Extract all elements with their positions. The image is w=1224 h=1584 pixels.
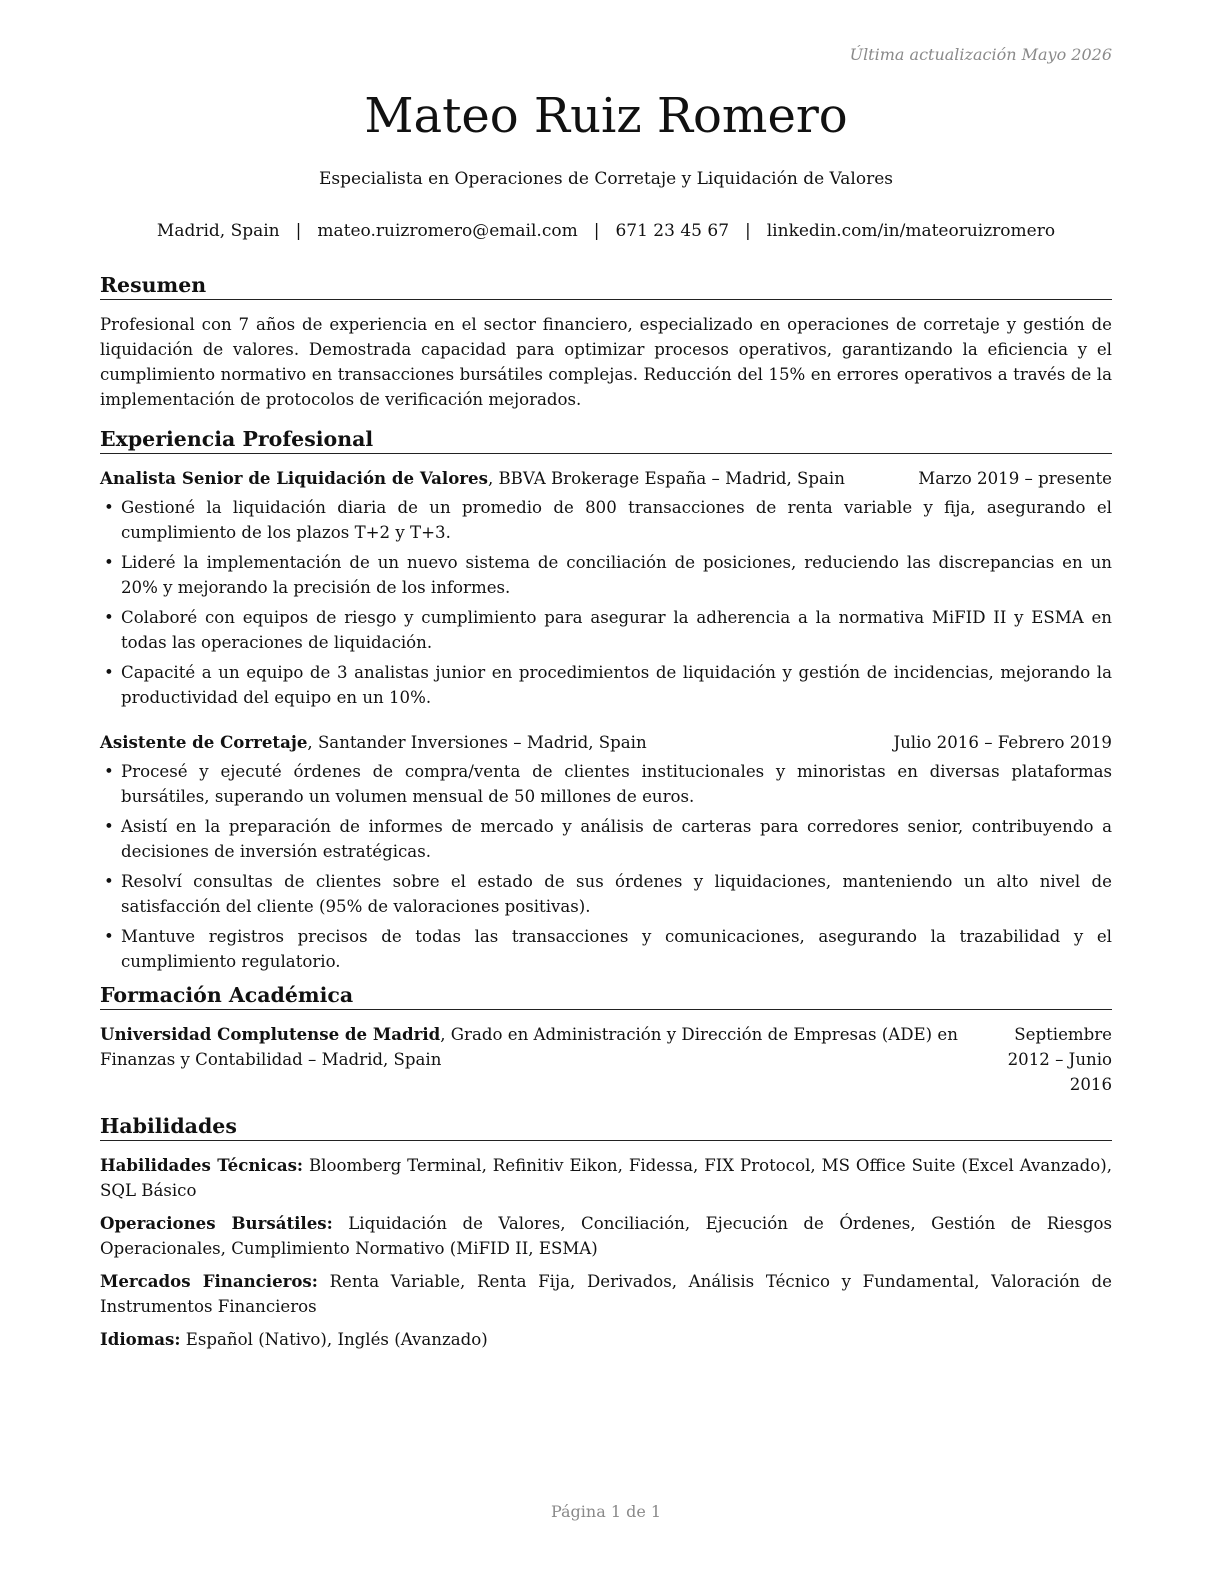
bullet-text: Asistí en la preparación de informes de mercado y análisis de carteras para corredores senior, contribuyendo a decisiones de inversión estratégicas. <box>121 817 1112 861</box>
skill-value: Renta Variable, Renta Fija, Derivados, Análisis Técnico y Fundamental, Valoración de Instrumentos Financieros <box>100 1272 1112 1316</box>
bullet-text: Capacité a un equipo de 3 analistas junior en procedimientos de liquidación y gestión de incidencias, mejorando la productividad del equipo en un 10%. <box>121 663 1112 707</box>
contact-separator: | <box>593 221 600 241</box>
list-item <box>100 495 1112 545</box>
skill-row <box>100 1327 1112 1352</box>
skill-row <box>100 1269 1112 1319</box>
section-title-education: Formación Académica <box>100 982 1112 1010</box>
list-item <box>100 869 1112 919</box>
skill-value: Liquidación de Valores, Conciliación, Ejecución de Órdenes, Gestión de Riesgos Operacionales, Cumplimiento Normativo (MiFID II, ESMA) <box>100 1214 1112 1258</box>
bullet-icon: • <box>104 553 114 572</box>
contact-separator: | <box>295 221 302 241</box>
section-title-experience: Experiencia Profesional <box>100 426 1112 454</box>
resume-page <box>100 0 1112 1584</box>
education-degree: , Grado en Administración y Dirección de Empresas (ADE) en Finanzas y Contabilidad – Madrid, Spain <box>100 1025 958 1069</box>
job-dates: Julio 2016 – Febrero 2019 <box>893 733 1112 752</box>
last-updated: Última actualización Mayo 2026 <box>849 45 1112 64</box>
bullet-text: Resolví consultas de clientes sobre el estado de sus órdenes y liquidaciones, manteniendo un alto nivel de satisfacción del cliente (95% de valoraciones positivas). <box>121 872 1112 916</box>
job-role: Asistente de Corretaje <box>100 732 308 752</box>
job-company: , Santander Inversiones – Madrid, Spain <box>307 733 647 752</box>
contact-line <box>100 219 1112 243</box>
bullet-icon: • <box>104 817 114 836</box>
bullet-text: Mantuve registros precisos de todas las transacciones y comunicaciones, asegurando la trazabilidad y el cumplimiento regulatorio. <box>121 927 1112 971</box>
job-company: , BBVA Brokerage España – Madrid, Spain <box>487 469 845 488</box>
education-institution: Universidad Complutense de Madrid <box>100 1024 441 1044</box>
skill-label: Habilidades Técnicas: <box>100 1155 304 1175</box>
contact-location: Madrid, Spain <box>156 221 280 241</box>
list-item <box>100 924 1112 974</box>
job-dates: Marzo 2019 – presente <box>918 469 1112 488</box>
list-item <box>100 814 1112 864</box>
contact-separator: | <box>745 221 751 241</box>
page-number: Página 1 de 1 <box>550 1502 662 1521</box>
skill-label: Idiomas: <box>100 1329 181 1349</box>
job-entry <box>100 466 1112 710</box>
list-item <box>100 605 1112 655</box>
job-header <box>100 466 1112 491</box>
job-bullets <box>100 495 1112 710</box>
section-title-summary: Resumen <box>100 272 1112 300</box>
job-role: Analista Senior de Liquidación de Valores <box>100 468 488 488</box>
bullet-icon: • <box>104 927 114 946</box>
skill-label: Mercados Financieros: <box>100 1271 318 1291</box>
bullet-text: Gestioné la liquidación diaria de un promedio de 800 transacciones de renta variable y fija, asegurando el cumplimiento de los plazos T+2 y T+3. <box>121 498 1112 542</box>
list-item <box>100 660 1112 710</box>
bullet-icon: • <box>104 762 114 781</box>
job-bullets <box>100 759 1112 974</box>
bullet-icon: • <box>104 608 114 627</box>
candidate-headline: Especialista en Operaciones de Corretaje y Liquidación de Valores <box>319 169 893 189</box>
bullet-text: Procesé y ejecuté órdenes de compra/venta de clientes institucionales y minoristas en diversas plataformas bursátiles, superando un volumen mensual de 50 millones de euros. <box>121 762 1112 806</box>
contact-phone[interactable]: 671 23 45 67 <box>615 221 730 241</box>
skill-value: Español (Nativo), Inglés (Avanzado) <box>180 1330 488 1349</box>
skill-value: Bloomberg Terminal, Refinitiv Eikon, Fidessa, FIX Protocol, MS Office Suite (Excel Avanzado), SQL Básico <box>100 1156 1112 1200</box>
job-entry <box>100 730 1112 974</box>
bullet-text: Colaboré con equipos de riesgo y cumplimiento para asegurar la adherencia a la normativa MiFID II y ESMA en todas las operaciones de liquidación. <box>121 608 1112 652</box>
contact-linkedin[interactable]: linkedin.com/in/mateoruizromero <box>766 221 1056 241</box>
bullet-text: Lideré la implementación de un nuevo sistema de conciliación de posiciones, reduciendo las discrepancias en un 20% y mejorando la precisión de los informes. <box>121 553 1112 597</box>
list-item <box>100 759 1112 809</box>
education-description <box>100 1022 980 1097</box>
skill-row <box>100 1211 1112 1261</box>
list-item <box>100 550 1112 600</box>
skill-row <box>100 1153 1112 1203</box>
section-title-skills: Habilidades <box>100 1113 1112 1141</box>
skill-label: Operaciones Bursátiles: <box>100 1213 333 1233</box>
bullet-icon: • <box>104 663 114 682</box>
job-title-line <box>100 730 647 755</box>
resume-body <box>100 272 1112 1360</box>
contact-email[interactable]: mateo.ruizromero@email.com <box>317 221 578 241</box>
job-title-line <box>100 466 845 491</box>
summary-text: Profesional con 7 años de experiencia en el sector financiero, especializado en operaciones de corretaje y gestión de liquidación de valores. Demostrada capacidad para optimizar procesos operativos, garantizando la eficiencia y el cumplimiento normativo en transacciones bursátiles complejas. Reducción del 15% en errores operativos a través de la implementación de protocolos de verificación mejorados. <box>100 315 1112 409</box>
bullet-icon: • <box>104 498 114 517</box>
bullet-icon: • <box>104 872 114 891</box>
education-dates: Septiembre 2012 – Junio 2016 <box>1007 1025 1112 1094</box>
job-header <box>100 730 1112 755</box>
candidate-name: Mateo Ruiz Romero <box>364 88 848 144</box>
education-entry <box>100 1022 1112 1097</box>
